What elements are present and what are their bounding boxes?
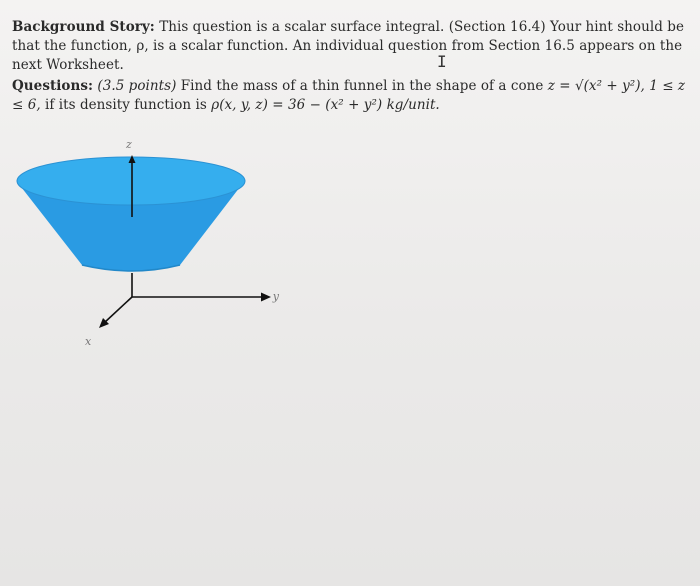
background-story-label: Background Story: bbox=[12, 19, 155, 35]
funnel-figure bbox=[15, 135, 279, 355]
questions-label: Questions: bbox=[12, 78, 94, 94]
question-paragraph bbox=[12, 77, 688, 115]
question-points: (3.5 points) bbox=[97, 78, 177, 94]
density-function: ρ(x, y, z) = 36 − (x² + y²) kg/unit. bbox=[211, 97, 440, 113]
background-story-paragraph bbox=[12, 18, 688, 75]
funnel-rim bbox=[17, 157, 245, 205]
density-intro: if its density function is bbox=[45, 97, 207, 113]
x-axis-label: x bbox=[85, 335, 92, 348]
z-axis-label: z bbox=[126, 138, 132, 151]
question-text: Find the mass of a thin funnel in the shape of a cone bbox=[180, 78, 544, 94]
z-range: 1 ≤ z ≤ 6, bbox=[12, 78, 686, 113]
question-text-block bbox=[12, 18, 688, 115]
text-cursor-icon: I bbox=[437, 52, 447, 71]
background-story-text: This question is a scalar surface integral. (Section 16.4) Your hint should be that the function, ρ, is a scalar function. An individual question from Section 16.5 appears on the next Worksheet. bbox=[12, 19, 684, 73]
x-axis-line bbox=[104, 297, 132, 323]
cone-equation: z = √(x² + y²), bbox=[547, 78, 645, 94]
y-axis-label: y bbox=[272, 290, 279, 303]
y-axis-arrowhead bbox=[261, 293, 271, 302]
